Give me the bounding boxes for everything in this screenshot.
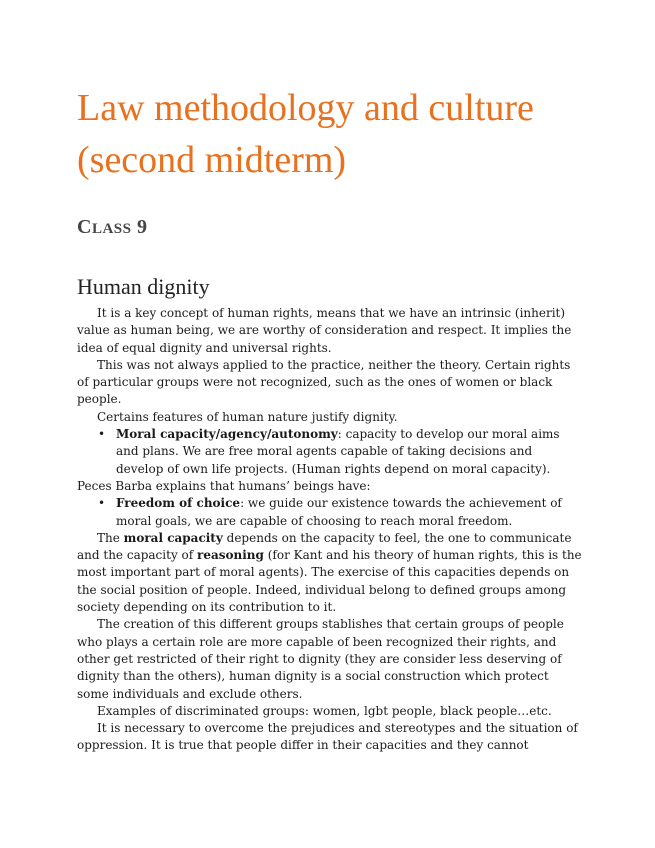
bullet-1-bold: Moral capacity/agency/autonomy xyxy=(116,427,338,442)
paragraph-5-bold-1: moral capacity xyxy=(123,530,223,545)
bullet-2-text: : we guide our existence towards the achievement of moral goals, we are capable of choosing to reach moral freedom. xyxy=(116,496,562,528)
document-title xyxy=(77,82,637,186)
bullet-list-2 xyxy=(77,495,582,530)
section-heading: Human dignity xyxy=(77,274,210,299)
paragraph-8: It is necessary to overcome the prejudices and stereotypes and the situation of oppression. It is true that people differ in their capacities and they cannot xyxy=(77,721,578,753)
bullet-2-bold: Freedom of choice xyxy=(116,496,241,511)
paragraph-6: The creation of this different groups stablishes that certain groups of people who plays a certain role are more capable of been recognized their rights, and other get restricted of their right to dignity (they are consider less deserving of dignity than the others), human dignity is a social construction which protect some individuals and exclude others. xyxy=(77,617,564,701)
class-heading xyxy=(77,216,147,239)
bullet-1-text: : capacity to develop our moral aims and plans. We are free moral agents capable of taking decisions and develop of own life projects. (Human rights depend on moral capacity). xyxy=(116,427,560,476)
paragraph-2: This was not always applied to the practice, neither the theory. Certain rights of particular groups were not recognized, such as the ones of women or black people. xyxy=(77,357,571,407)
list-item xyxy=(98,426,582,478)
paragraph-5-bold-2: reasoning xyxy=(197,548,264,563)
bullet-icon: • xyxy=(98,427,106,442)
paragraph-4: Peces Barba explains that humans’ beings have: xyxy=(77,478,371,493)
body-text xyxy=(77,305,582,755)
paragraph-7: Examples of discriminated groups: women, lgbt people, black people…etc. xyxy=(97,703,552,718)
class-heading-initial: C xyxy=(77,216,92,238)
bullet-icon: • xyxy=(98,496,106,511)
paragraph-5 xyxy=(77,530,582,616)
paragraph-1: It is a key concept of human rights, means that we have an intrinsic (inherit) value as human being, we are worthy of consideration and respect. It implies the idea of equal dignity and universal rights. xyxy=(77,306,572,355)
list-item xyxy=(98,495,582,530)
title-line-2: (second midterm) xyxy=(77,139,347,181)
bullet-list-1 xyxy=(77,426,582,478)
paragraph-5-text-c: (for Kant and his theory of human rights, this is the most important part of moral agents). The exercise of this capacities depends on the social position of people. Indeed, individual belong to defined groups among society depending on its contribution to it. xyxy=(77,548,582,615)
title-line-1: Law methodology and culture xyxy=(77,87,534,129)
paragraph-5-text-a: The xyxy=(97,530,124,545)
class-heading-smallcaps: LASS xyxy=(91,221,132,237)
class-heading-number: 9 xyxy=(136,216,148,238)
paragraph-3: Certains features of human nature justify dignity. xyxy=(97,409,398,424)
paragraph-5-text-b: depends on the capacity to feel, the one to communicate and the capacity of xyxy=(77,530,572,563)
